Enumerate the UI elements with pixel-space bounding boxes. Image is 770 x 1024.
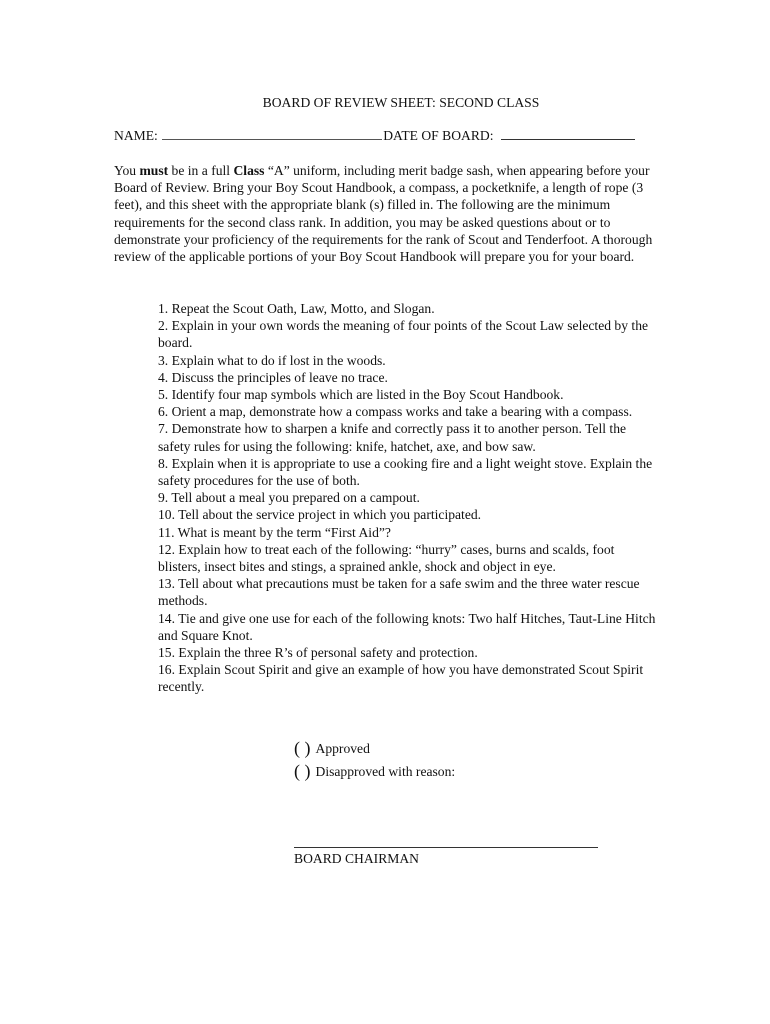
disapproved-label: Disapproved with reason:: [315, 764, 456, 779]
signature-line[interactable]: [294, 847, 598, 848]
approved-option[interactable]: [294, 738, 370, 759]
list-item: 11. What is meant by the term “First Aid”?: [158, 524, 391, 540]
list-item: 10. Tell about the service project in which you participated.: [158, 507, 482, 523]
list-item: 12. Explain how to treat each of the following: “hurry” cases, burns and scalds, foot blisters, insect bites and stings, a sprained ankle, shock and object in eye.: [158, 541, 615, 575]
disapproved-option[interactable]: [294, 761, 455, 782]
list-item: 4. Discuss the principles of leave no trace.: [158, 369, 388, 385]
intro-text-2: be in a full: [168, 163, 234, 178]
intro-class: Class: [233, 163, 265, 178]
list-item: 15. Explain the three R’s of personal safety and protection.: [158, 645, 478, 661]
intro-paragraph: [114, 162, 654, 265]
list-item: 5. Identify four map symbols which are listed in the Boy Scout Handbook.: [158, 387, 564, 403]
list-item: 2. Explain in your own words the meaning of four points of the Scout Law selected by the board.: [158, 318, 649, 351]
list-item: 1. Repeat the Scout Oath, Law, Motto, and Slogan.: [158, 301, 435, 316]
date-blank[interactable]: [501, 129, 635, 140]
disapproved-checkbox[interactable]: ( ): [294, 761, 311, 781]
list-item: 7. Demonstrate how to sharpen a knife and correctly pass it to another person. Tell the safety rules for using the following: knife, hatchet, axe, and bow saw.: [158, 421, 627, 454]
date-label: DATE OF BOARD:: [383, 128, 494, 143]
approved-label: Approved: [315, 741, 370, 756]
list-item: 14. Tie and give one use for each of the following knots: Two half Hitches, Taut-Line Hitch and Square Knot.: [158, 610, 656, 643]
intro-text-1: You: [114, 163, 140, 178]
list-item: 13. Tell about what precautions must be taken for a safe swim and the three water rescue methods.: [158, 576, 640, 609]
page-title: BOARD OF REVIEW SHEET: SECOND CLASS: [262, 95, 540, 110]
intro-text-3: “A” uniform, including merit badge sash, when appearing before your Board of Review. Bring your Boy Scout Handbook, a compass, a pocketknife, a length of rope (3 feet), and this sheet with the appropriate blank (s) filled in. The following are the minimum requirements for the second class rank. In addition, you may be asked questions about or to demonstrate your proficiency of the requirements for the rank of Scout and Tenderfoot. A thorough review of the applicable portions of your Boy Scout Handbook will prepare you for your board.: [114, 163, 653, 265]
list-item: 6. Orient a map, demonstrate how a compass works and take a bearing with a compass.: [158, 404, 633, 420]
list-item: 3. Explain what to do if lost in the woods.: [158, 352, 386, 368]
name-blank[interactable]: [162, 129, 382, 140]
approved-checkbox[interactable]: ( ): [294, 738, 311, 758]
name-label: NAME:: [114, 128, 158, 143]
intro-must: must: [139, 163, 169, 178]
name-date-line: [114, 128, 635, 144]
requirements-list: [158, 300, 660, 696]
list-item: 9. Tell about a meal you prepared on a campout.: [158, 490, 420, 506]
list-item: 16. Explain Scout Spirit and give an example of how you have demonstrated Scout Spirit recently.: [158, 662, 644, 695]
signature-label: BOARD CHAIRMAN: [294, 851, 419, 866]
list-item: 8. Explain when it is appropriate to use a cooking fire and a light weight stove. Explain the safety procedures for the use of both.: [158, 455, 653, 489]
